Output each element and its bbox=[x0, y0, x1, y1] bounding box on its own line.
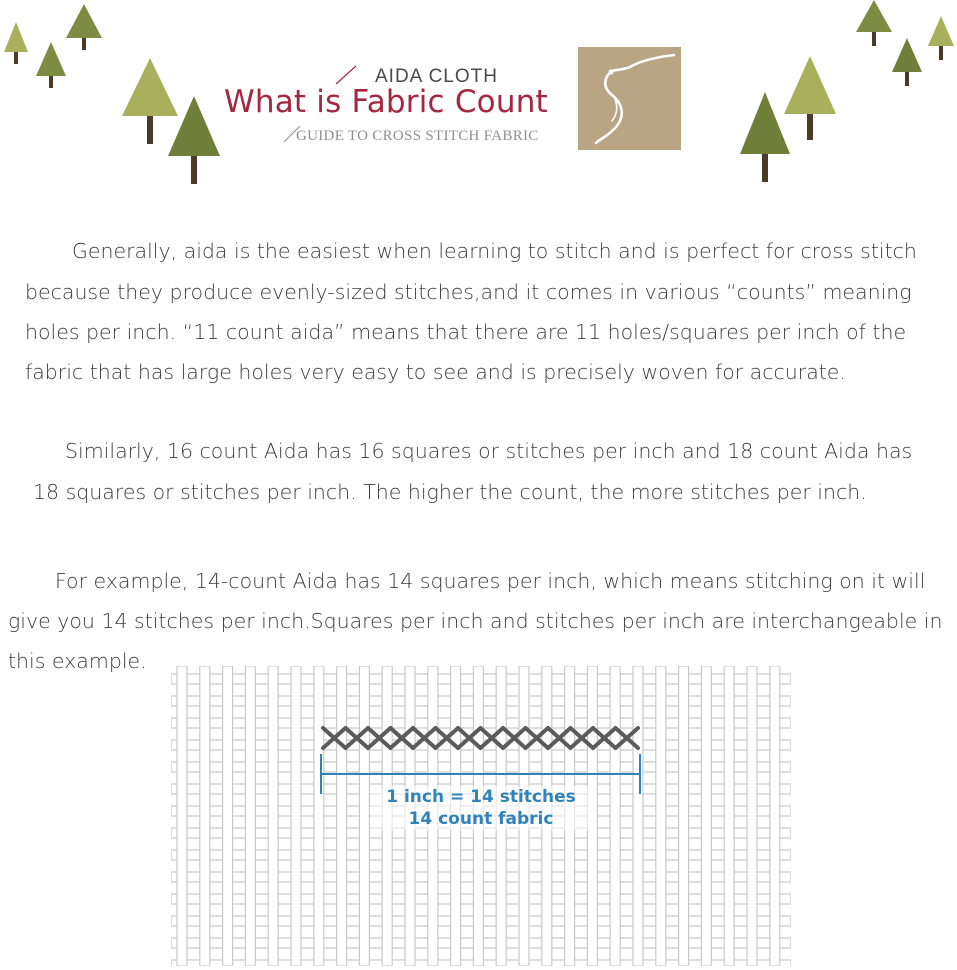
tree-icon bbox=[856, 0, 892, 46]
paragraph-1-line-4: fabric that has large holes very easy to see and is precisely woven for accurate. bbox=[25, 360, 846, 384]
tree-icon bbox=[784, 56, 836, 140]
tree-icon bbox=[66, 4, 102, 50]
tree-icon bbox=[4, 22, 28, 64]
crane-icon bbox=[578, 47, 681, 150]
weave-thread-vertical bbox=[724, 666, 734, 966]
weave-thread-vertical bbox=[701, 666, 711, 966]
weave-thread-vertical bbox=[679, 666, 689, 966]
paragraph-2-line-2: 18 squares or stitches per inch. The higher the count, the more stitches per inch. bbox=[33, 480, 867, 504]
paragraph-3-line-2: give you 14 stitches per inch.Squares per inch and stitches per inch are interchangeable in bbox=[8, 609, 943, 633]
paragraph-1-line-2: because they produce evenly-sized stitches,and it comes in various “counts” meaning bbox=[25, 280, 912, 304]
page-subtitle: GUIDE TO CROSS STITCH FABRIC bbox=[296, 128, 539, 144]
diagram-label-line-1: 1 inch = 14 stitches bbox=[371, 786, 591, 808]
page-title: What is Fabric Count bbox=[224, 84, 548, 120]
weave-thread-vertical bbox=[314, 666, 324, 966]
crane-logo bbox=[578, 47, 681, 150]
diagram-label bbox=[371, 786, 591, 830]
tree-icon bbox=[36, 42, 66, 88]
weave-thread-vertical bbox=[770, 666, 780, 966]
weave-thread-vertical bbox=[291, 666, 301, 966]
header-slash-icon bbox=[334, 64, 360, 86]
tree-icon bbox=[740, 92, 790, 182]
weave-thread-vertical bbox=[200, 666, 210, 966]
diagram-label-line-2: 14 count fabric bbox=[371, 808, 591, 830]
fabric-diagram bbox=[171, 666, 791, 970]
weave-thread-vertical bbox=[747, 666, 757, 966]
header-kicker: AIDA CLOTH bbox=[375, 66, 498, 87]
weave-thread-vertical bbox=[177, 666, 187, 966]
weave-thread-vertical bbox=[337, 666, 347, 966]
tree-icon bbox=[892, 38, 922, 86]
paragraph-1-line-1: Generally, aida is the easiest when learning to stitch and is perfect for cross stitch bbox=[72, 239, 917, 263]
weave-thread-vertical bbox=[656, 666, 666, 966]
paragraph-3-line-3: this example. bbox=[8, 649, 147, 673]
weave-thread-vertical bbox=[223, 666, 233, 966]
paragraph-1-line-3: holes per inch. “11 count aida” means that there are 11 holes/squares per inch of the bbox=[25, 320, 907, 344]
paragraph-3-line-1: For example, 14-count Aida has 14 squares per inch, which means stitching on it will bbox=[55, 569, 926, 593]
weave-thread-vertical bbox=[245, 666, 255, 966]
tree-icon bbox=[168, 96, 220, 184]
weave-thread-vertical bbox=[610, 666, 620, 966]
weave-thread-vertical bbox=[359, 666, 369, 966]
tree-icon bbox=[928, 16, 954, 60]
weave-thread-vertical bbox=[633, 666, 643, 966]
weave-thread-vertical bbox=[268, 666, 278, 966]
paragraph-2-line-1: Similarly, 16 count Aida has 16 squares or stitches per inch and 18 count Aida has bbox=[65, 439, 913, 463]
